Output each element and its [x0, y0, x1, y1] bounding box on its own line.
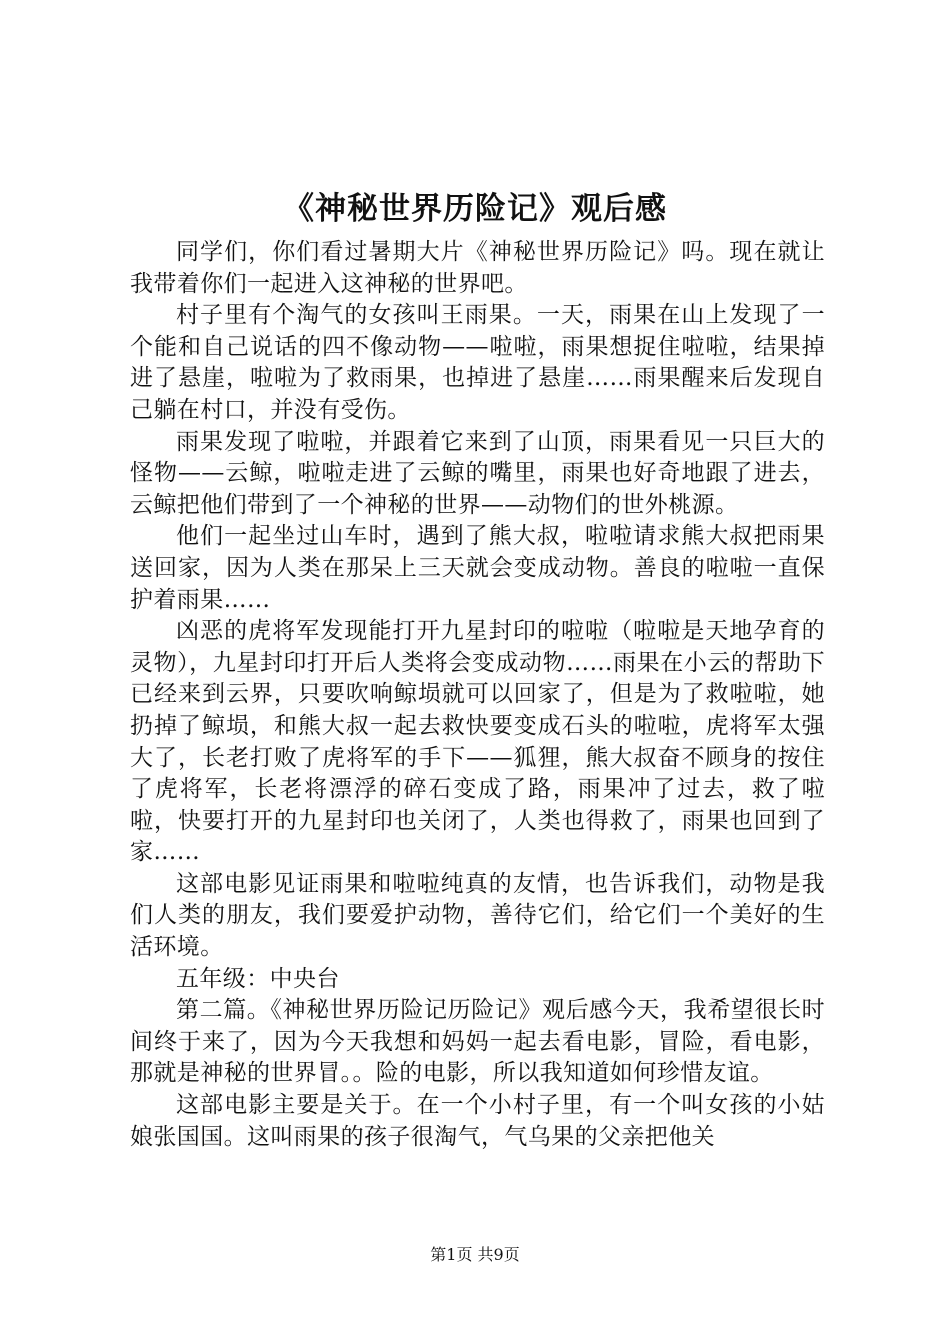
paragraph: 这部电影主要是关于。在一个小村子里，有一个叫女孩的小姑娘张国国。这叫雨果的孩子很淘气，气乌果的父亲把他关: [130, 1092, 825, 1150]
paragraph: 第二篇。《神秘世界历险记历险记》观后感今天，我希望很长时间终于来了，因为今天我想和妈妈一起去看电影，冒险，看电影，那就是神秘的世界冒。。险的电影，所以我知道如何珍惜友谊。: [130, 997, 825, 1087]
paragraph: 村子里有个淘气的女孩叫王雨果。一天，雨果在山上发现了一个能和自己说话的四不像动物——啦啦，雨果想捉住啦啦，结果掉进了悬崖，啦啦为了救雨果，也掉进了悬崖……雨果醒来后发现自己躺在村口，并没有受伤。: [130, 302, 825, 423]
paragraph: 同学们，你们看过暑期大片《神秘世界历险记》吗。现在就让我带着你们一起进入这神秘的世界吧。: [130, 239, 825, 297]
article-body: [130, 237, 825, 1153]
page-title: 《神秘世界历险记》观后感: [283, 191, 667, 227]
paragraph: 他们一起坐过山车时，遇到了熊大叔，啦啦请求熊大叔把雨果送回家，因为人类在那呆上三天就会变成动物。善良的啦啦一直保护着雨果……: [130, 523, 825, 613]
paragraph: 这部电影见证雨果和啦啦纯真的友情，也告诉我们，动物是我们人类的朋友，我们要爱护动物，善待它们，给它们一个美好的生活环境。: [130, 870, 825, 961]
page-number-footer: 第1页 共9页: [430, 1245, 520, 1264]
author-line: 五年级：中央台: [176, 965, 340, 992]
paragraph: 凶恶的虎将军发现能打开九星封印的啦啦（啦啦是天地孕育的灵物），九星封印打开后人类将会变成动物……雨果在小云的帮助下已经来到云界，只要吹响鲸埙就可以回家了，但是为了救啦啦，她扔掉了鲸埙，和熊大叔一起去救快要变成石头的啦啦，虎将军太强大了，长老打败了虎将军的手下——狐狸，熊大叔奋不顾身的按住了虎将军，长老将漂浮的碎石变成了路，雨果冲了过去，救了啦啦，快要打开的九星封印也关闭了，人类也得救了，雨果也回到了家……: [130, 618, 825, 866]
paragraph: 雨果发现了啦啦，并跟着它来到了山顶，雨果看见一只巨大的怪物——云鲸，啦啦走进了云鲸的嘴里，雨果也好奇地跟了进去，云鲸把他们带到了一个神秘的世界——动物们的世外桃源。: [130, 428, 825, 518]
